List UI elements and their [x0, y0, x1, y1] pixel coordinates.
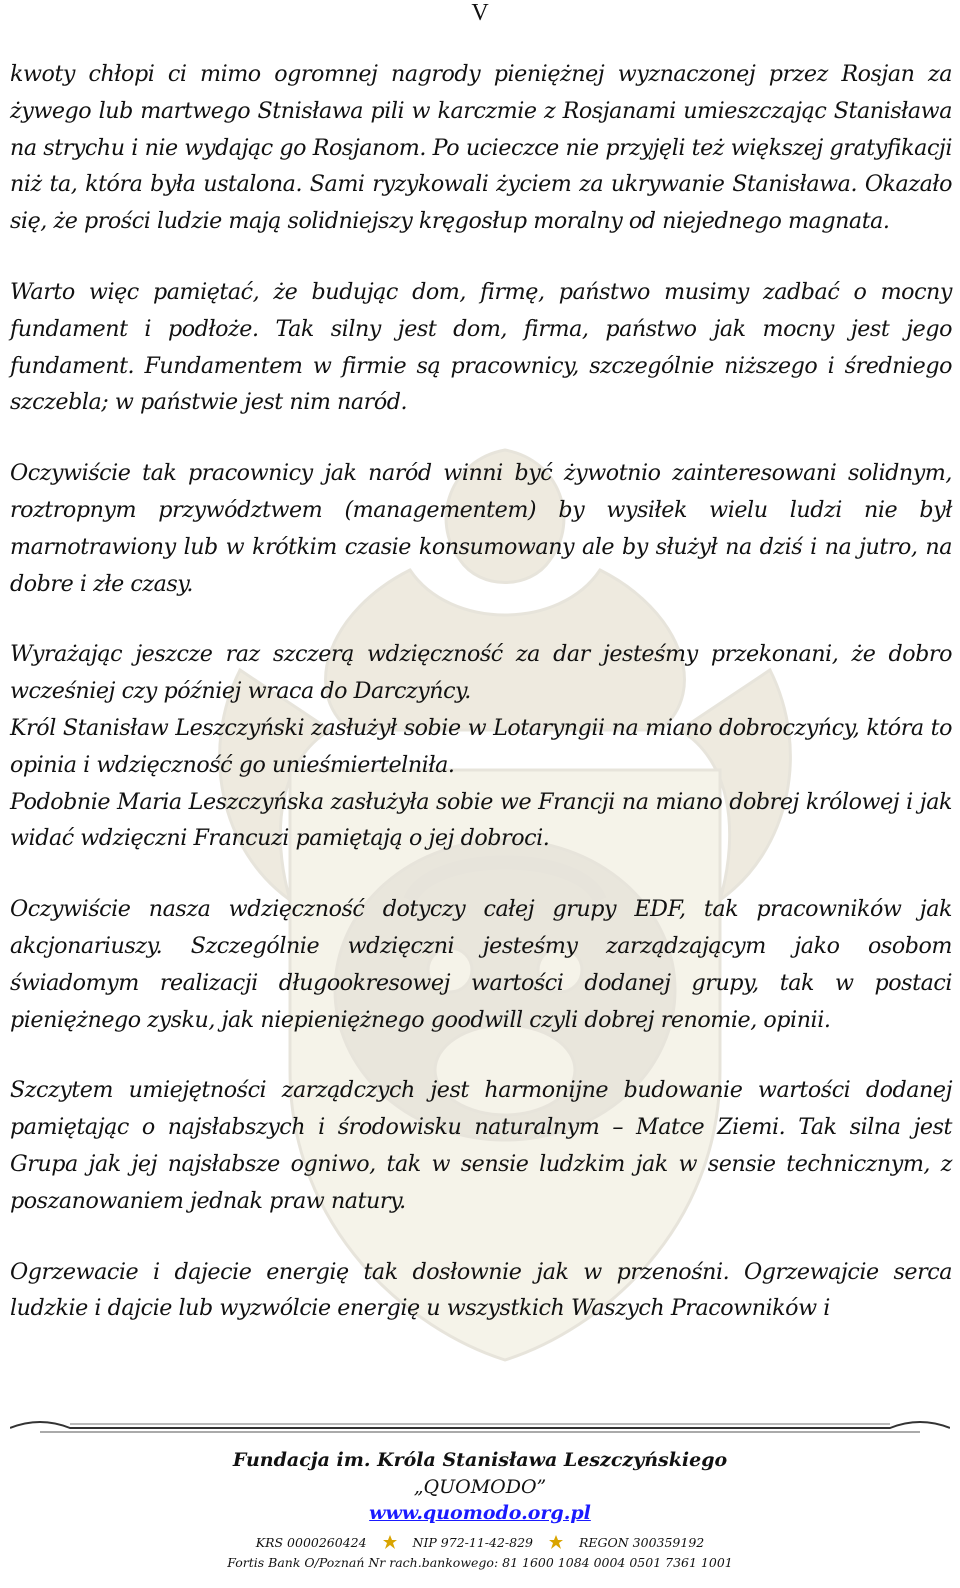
- paragraph-1: kwoty chłopi ci mimo ogromnej nagrody pieniężnej wyznaczonej przez Rosjan za żywego lub martwego Stnisława pili w karczmie z Rosjanami umieszczając Stanisława na strychu i nie wydając go Rosjanom. Po ucieczce nie przyjęli też większej gratyfikacji niż ta, która była ustalona. Sami ryzykowali życiem za ukrywanie Stanisława. Okazało się, że prości ludzie mają solidniejszy kręgosłup moralny od niejednego magnata.: [10, 61, 952, 235]
- registration-numbers: [0, 1532, 960, 1554]
- paragraph-4: Wyrażając jeszcze raz szczerą wdzięczność za dar jesteśmy przekonani, że dobro wcześniej czy później wraca do Darczyńcy.: [10, 641, 952, 705]
- regon-number: REGON 300359192: [578, 1535, 705, 1550]
- foundation-title: Fundacja im. Króla Stanisława Leszczyńskiego: [232, 1449, 728, 1471]
- paragraph-7: Oczywiście nasza wdzięczność dotyczy całej grupy EDF, tak pracowników jak akcjonariuszy. Szczególnie wdzięczni jesteśmy zarządzającym jako osobom świadomym realizacji długookresowej wartości dodanej grupy, tak w postaci pieniężnego zysku, jak niepieniężnego goodwill czyli dobrej renomie, opinii.: [10, 896, 952, 1033]
- star-icon: [383, 1535, 397, 1549]
- letter-body: [10, 56, 952, 1327]
- krs-number: KRS 0000260424: [255, 1535, 367, 1550]
- paragraph-2: Warto więc pamiętać, że budując dom, firmę, państwo musimy zadbać o mocny fundament i podłoże. Tak silny jest dom, firma, państwo jak mocny jest jego fundament. Fundamentem w firmie są pracownicy, szczególnie niższego i średniego szczebla; w państwie jest nim naród.: [10, 278, 952, 416]
- bank-account: Fortis Bank O/Poznań Nr rach.bankowego: 81 1600 1084 0004 0501 7361 1001: [227, 1555, 733, 1570]
- paragraph-9: Ogrzewacie i dajecie energię tak dosłownie jak w przenośni. Ogrzewajcie serca ludzkie i dajcie lub wyzwólcie energię u wszystkich Waszych Pracowników i: [10, 1258, 952, 1322]
- paragraph-3: Oczywiście tak pracownicy jak naród winni być żywotnio zainteresowani solidnym, roztropnym przywództwem (managementem) by wysiłek wielu ludzi nie był marnotrawiony lub w krótkim czasie konsumowany ale by służył na dziś i na jutro, na dobre i złe czasy.: [10, 460, 952, 597]
- paragraph-8: Szczytem umiejętności zarządczych jest harmonijne budowanie wartości dodanej pamiętając o najsłabszych i środowisku naturalnym – Matce Ziemi. Tak silna jest Grupa jak jej najsłabsze ogniwo, tak w sensie ludzkim jak w sensie technicznym, z poszanowaniem jednak praw natury.: [10, 1077, 952, 1214]
- foundation-website-link[interactable]: www.quomodo.org.pl: [369, 1502, 591, 1524]
- paragraph-5: Król Stanisław Leszczyński zasłużył sobie w Lotaryngii na miano dobroczyńcy, która to opinia i wdzięczność go unieśmiertelniła.: [10, 714, 952, 778]
- foundation-name: „QUOMODO”: [413, 1476, 547, 1498]
- page-number: V: [471, 0, 489, 26]
- star-icon: [549, 1535, 563, 1549]
- nip-number: NIP 972-11-42-829: [412, 1535, 534, 1550]
- footer: [0, 1446, 960, 1572]
- footer-ornamental-rule: [10, 1418, 950, 1438]
- paragraph-6: Podobnie Maria Leszczyńska zasłużyła sobie we Francji na miano dobrej królowej i jak widać wdzięczni Francuzi pamiętają o jej dobroci.: [10, 788, 952, 852]
